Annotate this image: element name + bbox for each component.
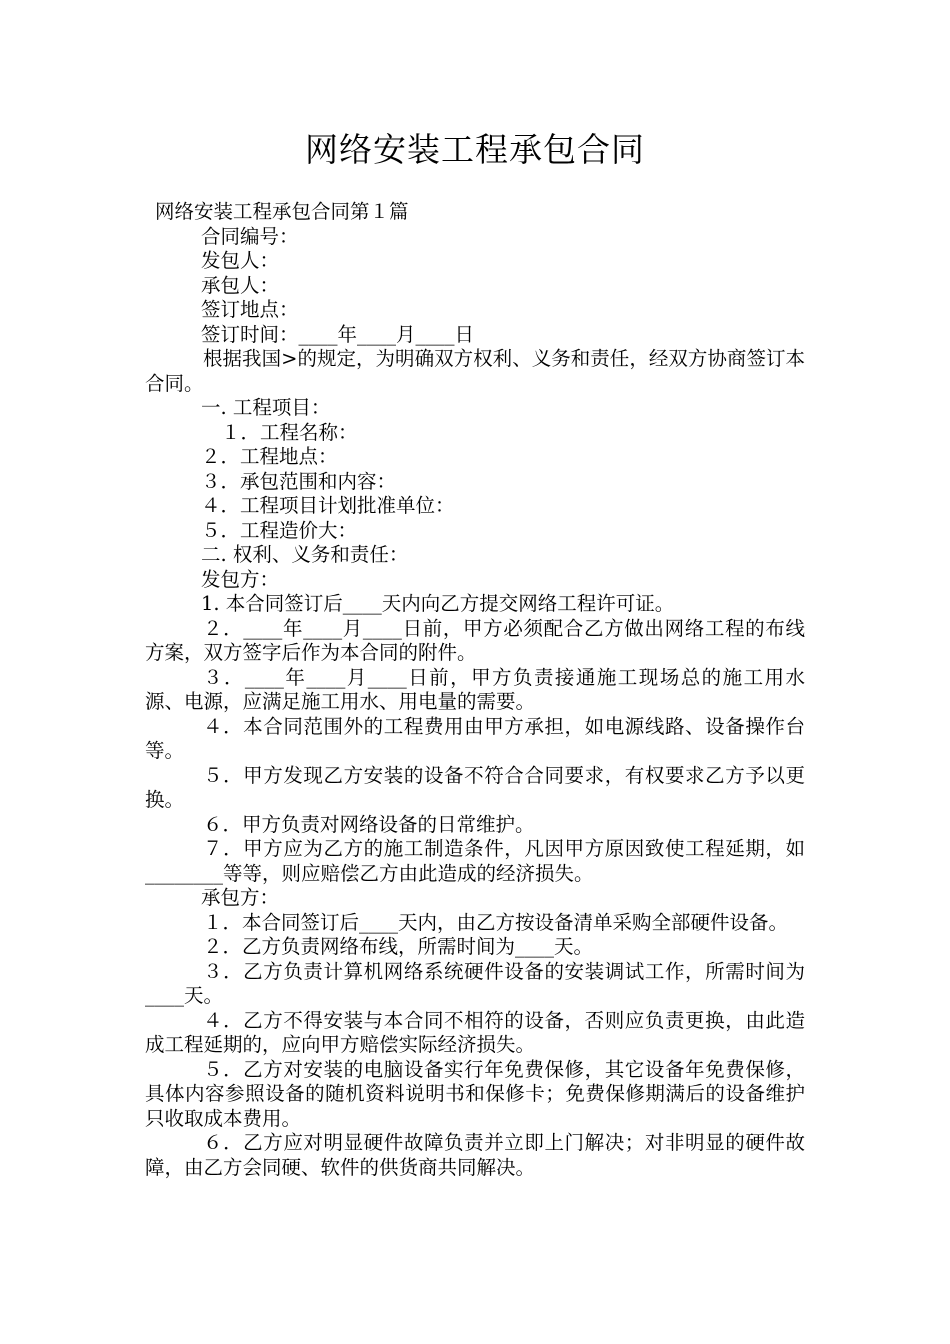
list-item: ５．乙方对安装的电脑设备实行年免费保修，其它设备年免费保修，具体内容参照设备的随机资料说明书和保修卡；免费保修期满后的设备维护只收取成本费用。	[145, 1057, 805, 1130]
list-item: ２．____年____月____日前，甲方必须配合乙方做出网络工程的布线方案，双方签字后作为本合同的附件。	[145, 616, 805, 664]
list-item: ５．甲方发现乙方安装的设备不符合合同要求，有权要求乙方予以更换。	[145, 763, 805, 811]
list-item: ３．____年____月____日前，甲方负责接通施工现场总的施工用水源、电源，应满足施工用水、用电量的需要。	[145, 665, 805, 713]
list-item: ６．甲方负责对网络设备的日常维护。	[203, 812, 535, 836]
party-a-field: 发包人：	[201, 249, 280, 272]
list-item: 1. 本合同签订后____天内向乙方提交网络工程许可证。	[201, 592, 675, 615]
sign-place-field: 签订地点：	[201, 298, 299, 321]
section-heading: 一. 工程项目：	[201, 396, 331, 419]
list-item: ４．乙方不得安装与本合同不相符的设备，否则应负责更换，由此造成工程延期的，应向甲方赔偿实际经济损失。	[145, 1008, 805, 1056]
list-item: ３．承包范围和内容：	[201, 469, 397, 493]
document-body	[145, 200, 805, 1180]
list-item: ４．工程项目计划批准单位：	[201, 494, 455, 517]
contract-number-field: 合同编号：	[201, 224, 299, 248]
subsection-heading: 承包方：	[201, 886, 280, 909]
preamble-paragraph: 根据我国>的规定，为明确双方权利、义务和责任，经双方协商签订本合同。	[145, 347, 805, 395]
sign-time-field: 签订时间：____年____月____日	[201, 322, 475, 346]
section-heading: 二. 权利、义务和责任：	[201, 543, 409, 566]
list-item: ２．乙方负责网络布线，所需时间为____天。	[203, 935, 594, 958]
document-title: 网络安装工程承包合同	[305, 130, 645, 169]
party-b-field: 承包人：	[201, 273, 280, 297]
document-subtitle: 网络安装工程承包合同第１篇	[155, 200, 409, 223]
list-item: ４．本合同范围外的工程费用由甲方承担，如电源线路、设备操作台等。	[145, 714, 805, 762]
list-item: ２．工程地点：	[201, 445, 338, 468]
list-item: １．工程名称：	[221, 420, 358, 444]
subsection-heading: 发包方：	[201, 567, 280, 591]
list-item: ７．甲方应为乙方的施工制造条件，凡因甲方原因致使工程延期，如________等等，则应赔偿乙方由此造成的经济损失。	[145, 837, 805, 885]
list-item: ６．乙方应对明显硬件故障负责并立即上门解决；对非明显的硬件故障，由乙方会同硬、软件的供货商共同解决。	[145, 1131, 805, 1179]
list-item: ５．工程造价大：	[201, 518, 358, 542]
list-item: ３．乙方负责计算机网络系统硬件设备的安装调试工作，所需时间为____天。	[145, 959, 805, 1007]
list-item: １．本合同签订后____天内，由乙方按设备清单采购全部硬件设备。	[203, 910, 789, 934]
